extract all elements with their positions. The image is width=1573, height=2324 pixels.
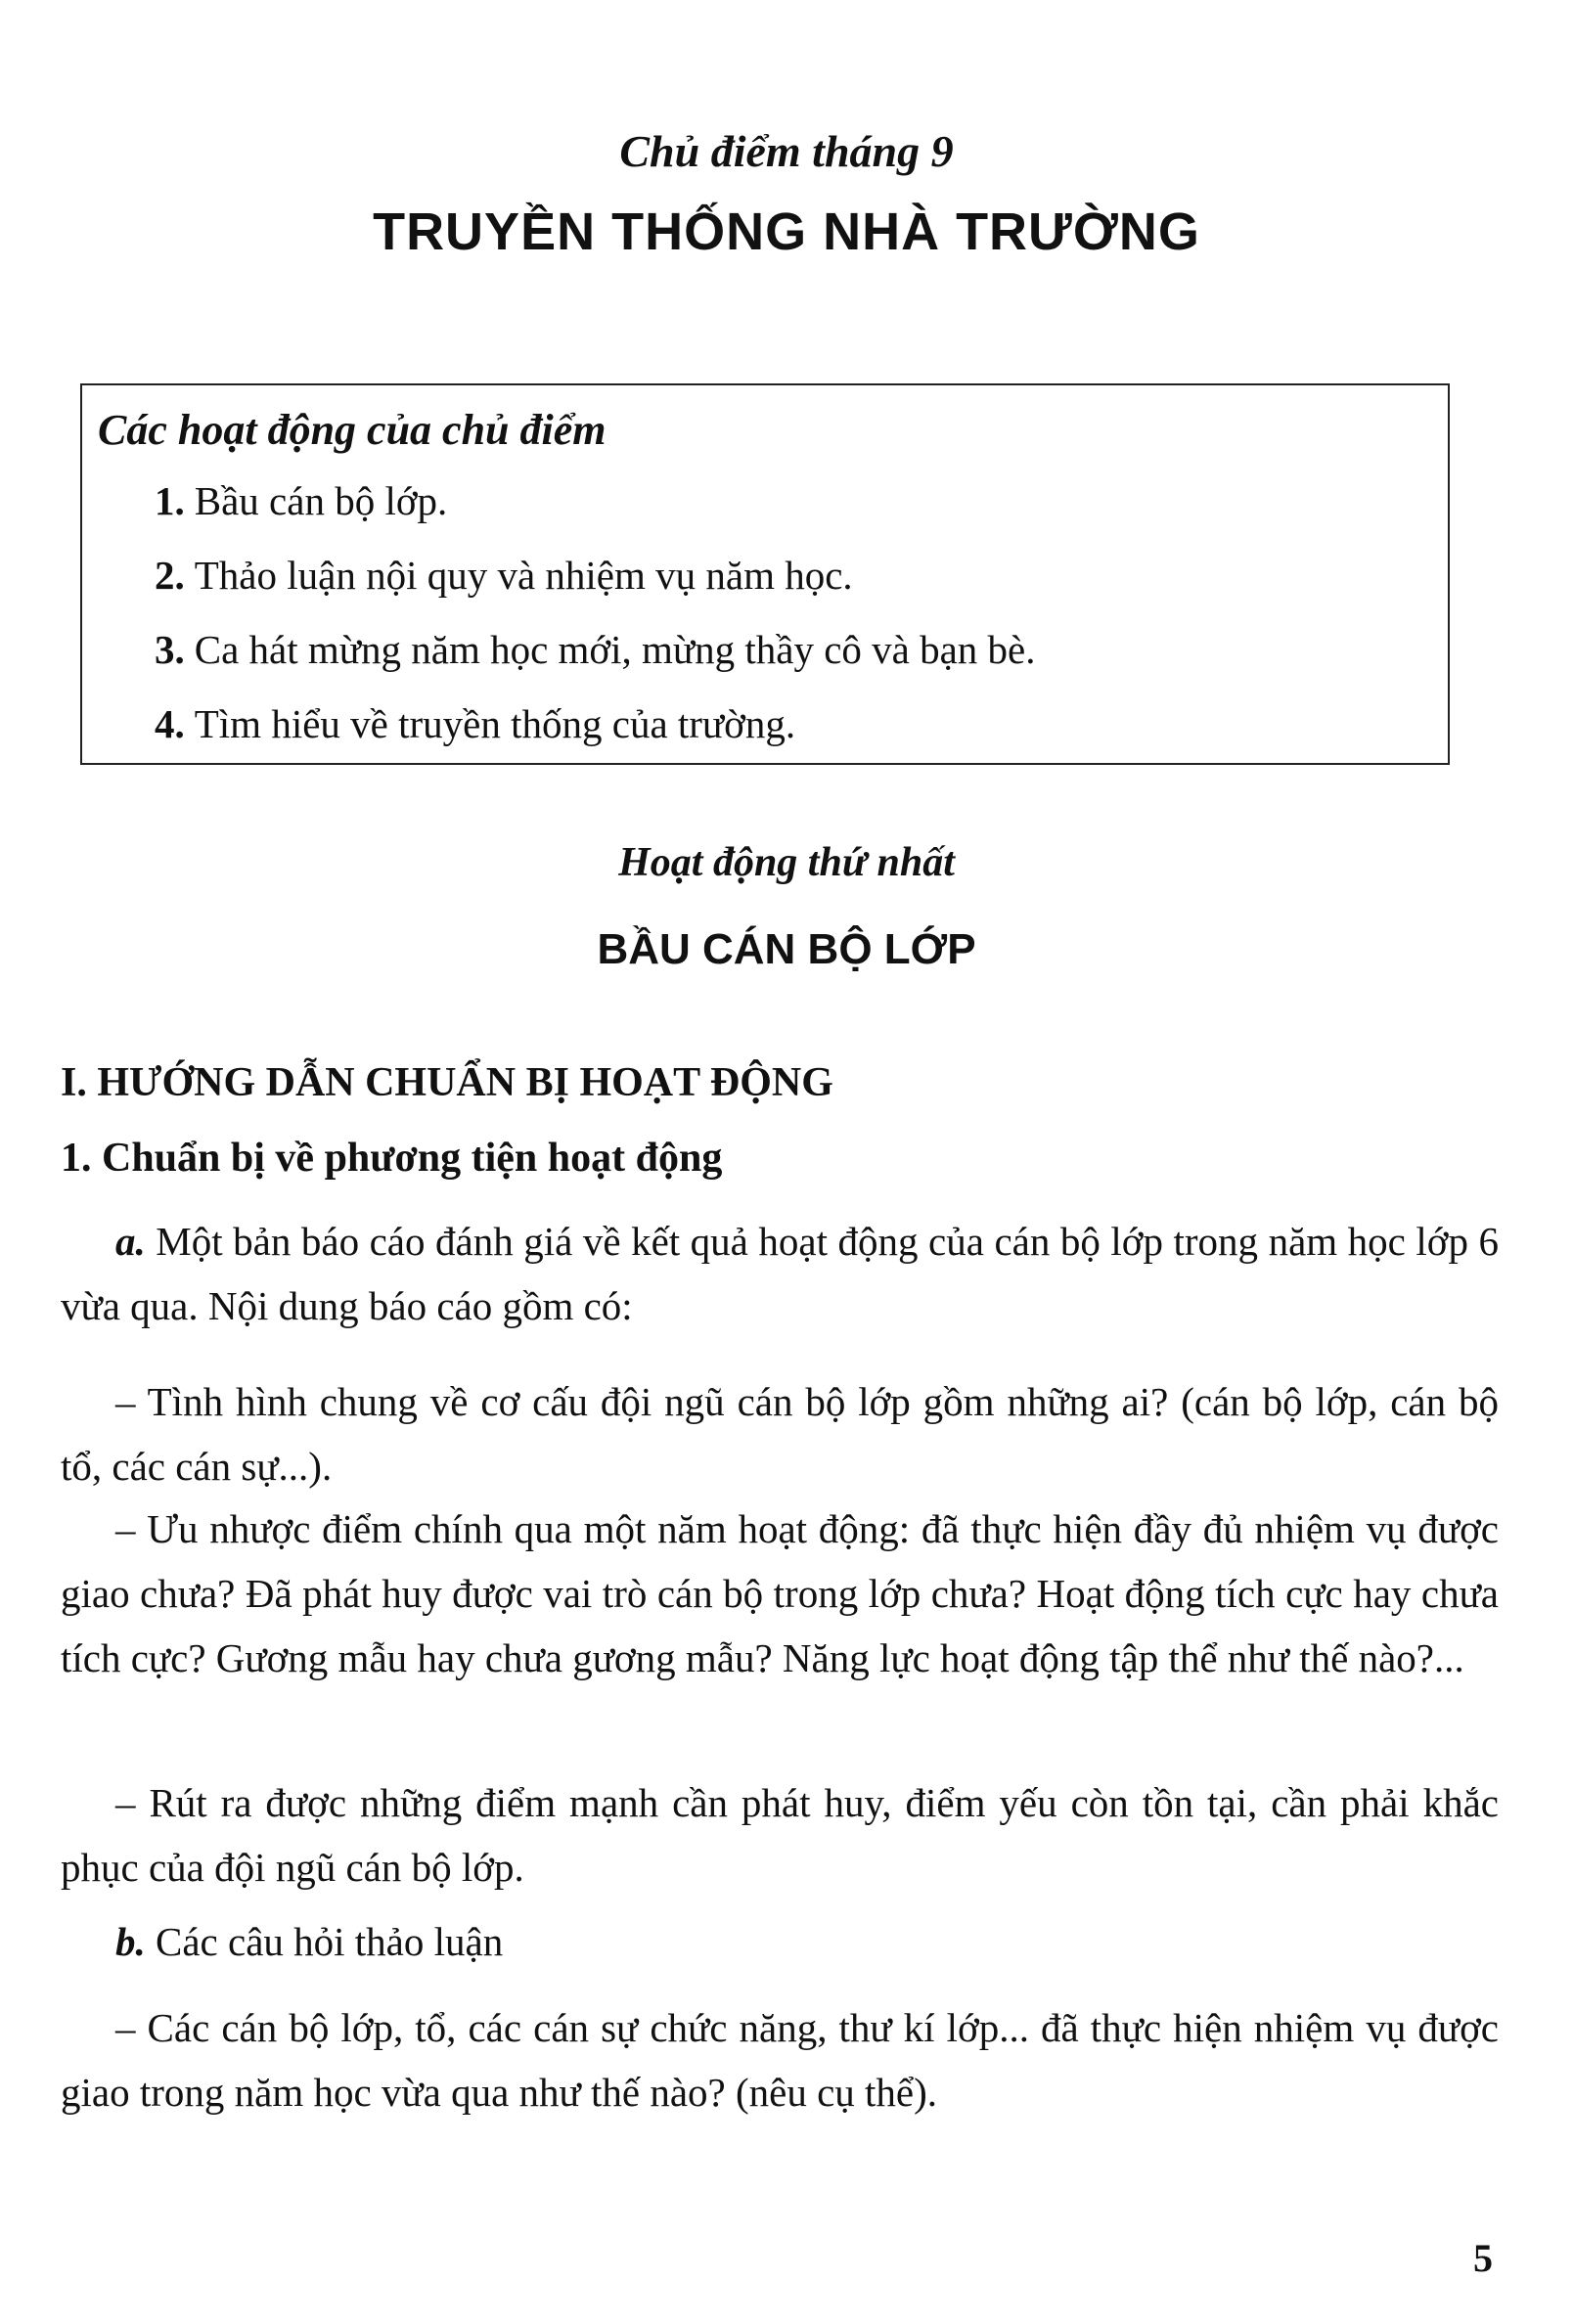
activity-text: Thảo luận nội quy và nhiệm vụ năm học. [194,553,853,598]
activity-subtitle: Hoạt động thứ nhất [618,840,955,885]
activity-text: Bầu cán bộ lớp. [194,478,448,523]
paragraph-b-label: b. [115,1919,146,1964]
activity-number: 2. [155,553,185,598]
activity-number: 1. [155,478,185,523]
paragraph-a [61,1209,1499,1338]
bullet-conclusions: – Rút ra được những điểm mạnh cần phát huy, điểm yếu còn tồn tại, cần phải khắc phục của đội ngũ cán bộ lớp. [61,1780,1499,1890]
activities-list [155,464,1036,761]
theme-title: TRUYỀN THỐNG NHÀ TRƯỜNG [373,202,1200,261]
bullet-structure: – Tình hình chung về cơ cấu đội ngũ cán bộ lớp gồm những ai? (cán bộ lớp, cán bộ tổ, các cán sự...). [61,1379,1499,1489]
activity-item [155,538,1036,612]
activity-number: 3. [155,627,185,672]
activity-text: Ca hát mừng năm học mới, mừng thầy cô và bạn bè. [194,627,1036,672]
paragraph-a-label: a. [115,1219,146,1264]
activity-title: BẦU CÁN BỘ LỚP [597,925,976,973]
activity-item [155,687,1036,761]
bullet-discussion: – Các cán bộ lớp, tổ, các cán sự chức năng, thư kí lớp... đã thực hiện nhiệm vụ được giao trong năm học vừa qua như thế nào? (nêu cụ thể). [61,2005,1499,2115]
bullet-strengths-weaknesses: – Ưu nhược điểm chính qua một năm hoạt động: đã thực hiện đầy đủ nhiệm vụ được giao chưa? Đã phát huy được vai trò cán bộ trong lớp chưa? Hoạt động tích cực hay chưa tích cực? Gương mẫu hay chưa gương mẫu? Năng lực hoạt động tập thể như thế nào?... [61,1506,1499,1680]
section-heading: I. HƯỚNG DẪN CHUẨN BỊ HOẠT ĐỘNG [61,1060,833,1105]
paragraph-a-text: Một bản báo cáo đánh giá về kết quả hoạt động của cán bộ lớp trong năm học lớp 6 vừa qua. Nội dung báo cáo gồm có: [61,1219,1500,1328]
activities-box [80,383,1450,765]
activity-item [155,464,1036,538]
activities-box-heading: Các hoạt động của chủ điểm [98,406,607,454]
theme-subtitle: Chủ điểm tháng 9 [619,126,954,176]
paragraph-b-text: Các câu hỏi thảo luận [156,1919,504,1964]
paragraph-b [61,1909,1499,1974]
activity-item [155,612,1036,687]
page-number: 5 [1473,2236,1493,2280]
activity-text: Tìm hiểu về truyền thống của trường. [194,701,796,746]
subsection-heading: 1. Chuẩn bị về phương tiện hoạt động [61,1136,723,1181]
activity-number: 4. [155,701,185,746]
